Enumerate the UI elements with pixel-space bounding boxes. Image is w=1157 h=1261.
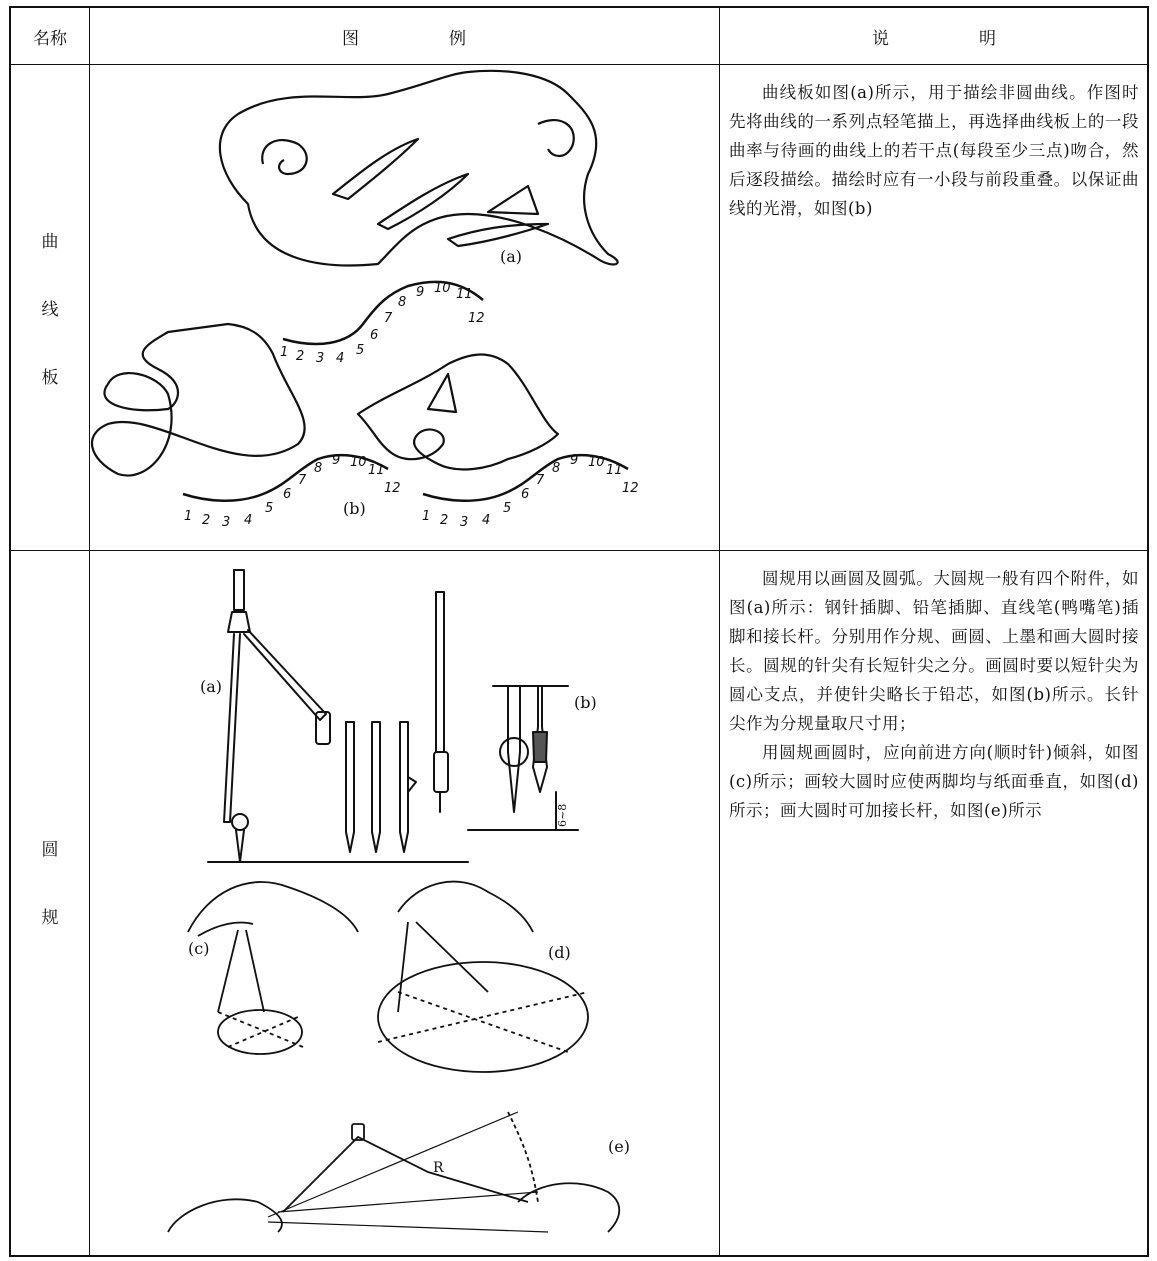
pt-right-3: 3 bbox=[460, 515, 469, 530]
row-divider bbox=[11, 550, 1147, 551]
pt-left-9: 9 bbox=[332, 453, 341, 468]
pt-top-10: 10 bbox=[434, 281, 451, 296]
pt-left-8: 8 bbox=[314, 461, 323, 476]
pt-top-11: 11 bbox=[456, 287, 473, 302]
header-desc-char-1: 说 bbox=[872, 28, 889, 49]
header-figure-cell bbox=[89, 8, 719, 64]
pt-top-6: 6 bbox=[370, 328, 379, 343]
curve-b-top-line bbox=[283, 282, 483, 344]
header-desc-char-2: 明 bbox=[979, 28, 996, 49]
pt-right-10: 10 bbox=[588, 455, 605, 470]
compass-figure bbox=[88, 552, 716, 1254]
pt-top-12: 12 bbox=[468, 311, 485, 326]
col-divider-2 bbox=[719, 8, 720, 1255]
pt-right-9: 9 bbox=[570, 453, 579, 468]
header-desc-cell bbox=[719, 8, 1149, 64]
row1-name-char-2: 线 bbox=[41, 300, 59, 320]
pt-left-5: 5 bbox=[265, 501, 274, 516]
compass-label-c: (c) bbox=[188, 939, 210, 958]
header-name-cell bbox=[11, 8, 89, 64]
pt-left-2: 2 bbox=[202, 513, 211, 528]
compass-c bbox=[188, 882, 358, 1054]
pt-right-11: 11 bbox=[606, 463, 623, 478]
pt-left-1: 1 bbox=[184, 509, 193, 524]
pt-left-10: 10 bbox=[350, 455, 367, 470]
compass-label-b: (b) bbox=[574, 693, 597, 712]
french-curve-a-spiral bbox=[262, 140, 306, 174]
french-curve-a-slot1 bbox=[333, 139, 418, 199]
fig-label-a: (a) bbox=[500, 247, 523, 266]
pt-top-5: 5 bbox=[356, 343, 365, 358]
row2-name bbox=[11, 816, 89, 952]
pt-top-1: 1 bbox=[280, 345, 289, 360]
compass-d bbox=[378, 882, 588, 1072]
header-name: 名称 bbox=[33, 28, 67, 49]
pt-top-7: 7 bbox=[384, 311, 393, 326]
row1-description bbox=[729, 78, 1139, 223]
pt-right-12: 12 bbox=[622, 481, 639, 496]
french-curve-b-right-template bbox=[358, 355, 558, 470]
row2-name-char-2: 规 bbox=[41, 908, 59, 928]
header-figure-char-1: 图 bbox=[342, 28, 359, 49]
compass-dim-label: 6~8 bbox=[556, 803, 569, 827]
pt-left-7: 7 bbox=[298, 473, 307, 488]
pt-left-6: 6 bbox=[283, 487, 292, 502]
pt-top-3: 3 bbox=[316, 351, 325, 366]
french-curve-figure bbox=[88, 64, 716, 546]
compass-label-d: (d) bbox=[548, 943, 571, 962]
pt-left-3: 3 bbox=[222, 515, 231, 530]
pt-left-12: 12 bbox=[384, 481, 401, 496]
pt-right-4: 4 bbox=[482, 513, 491, 528]
compass-label-r: R bbox=[433, 1160, 444, 1176]
row1-name bbox=[11, 208, 89, 412]
row1-desc-paragraph: 曲线板如图(a)所示，用于描绘非圆曲线。作图时先将曲线的一系列点轻笔描上，再选择曲线板上的一段曲率与待画的曲线上的若干点(每段至少三点)吻合，然后逐段描绘。描绘时应有一小段与前段重叠。以保证曲线的光滑，如图(b) bbox=[729, 83, 1139, 218]
pt-right-2: 2 bbox=[440, 513, 449, 528]
compass-label-e: (e) bbox=[608, 1137, 630, 1156]
pt-top-2: 2 bbox=[296, 349, 305, 364]
french-curve-a-hook bbox=[538, 120, 574, 156]
row2-description bbox=[729, 564, 1139, 825]
pt-left-11: 11 bbox=[368, 463, 385, 478]
compass-a bbox=[208, 570, 468, 862]
french-curve-a-triangle bbox=[488, 186, 538, 214]
row2-desc-paragraph-1: 圆规用以画圆及圆弧。大圆规一般有四个附件，如图(a)所示：钢针插脚、铅笔插脚、直线笔(鸭嘴笔)插脚和接长杆。分别用作分规、画圆、上墨和画大圆时接长。圆规的针尖有长短针尖之分。画圆时要以短针尖为圆心支点，并使针尖略长于铅芯，如图(b)所示。长针尖作为分规量取尺寸用； bbox=[729, 569, 1139, 733]
pt-top-8: 8 bbox=[398, 295, 407, 310]
fig-label-b: (b) bbox=[343, 499, 366, 518]
row1-name-char-3: 板 bbox=[41, 368, 59, 388]
pt-right-7: 7 bbox=[536, 473, 545, 488]
row2-desc-paragraph-2: 用圆规画圆时，应向前进方向(顺时针)倾斜，如图(c)所示；画较大圆时应使两脚均与纸面垂直，如图(d)所示；画大圆时可加接长杆，如图(e)所示 bbox=[729, 743, 1139, 820]
pt-top-9: 9 bbox=[416, 285, 425, 300]
french-curve-b-right-triangle bbox=[428, 374, 456, 412]
row2-name-char-1: 圆 bbox=[41, 840, 59, 860]
pt-right-6: 6 bbox=[521, 487, 530, 502]
pt-left-4: 4 bbox=[244, 513, 253, 528]
pt-right-5: 5 bbox=[503, 501, 512, 516]
french-curve-a-slot2 bbox=[378, 174, 468, 229]
pt-right-8: 8 bbox=[552, 461, 561, 476]
french-curve-b-left-template bbox=[92, 324, 305, 476]
header-figure-char-2: 例 bbox=[449, 28, 466, 49]
compass-e bbox=[168, 1112, 619, 1232]
pt-right-1: 1 bbox=[422, 509, 431, 524]
compass-label-a: (a) bbox=[200, 677, 223, 696]
pt-top-4: 4 bbox=[336, 351, 345, 366]
row1-name-char-1: 曲 bbox=[41, 232, 59, 252]
